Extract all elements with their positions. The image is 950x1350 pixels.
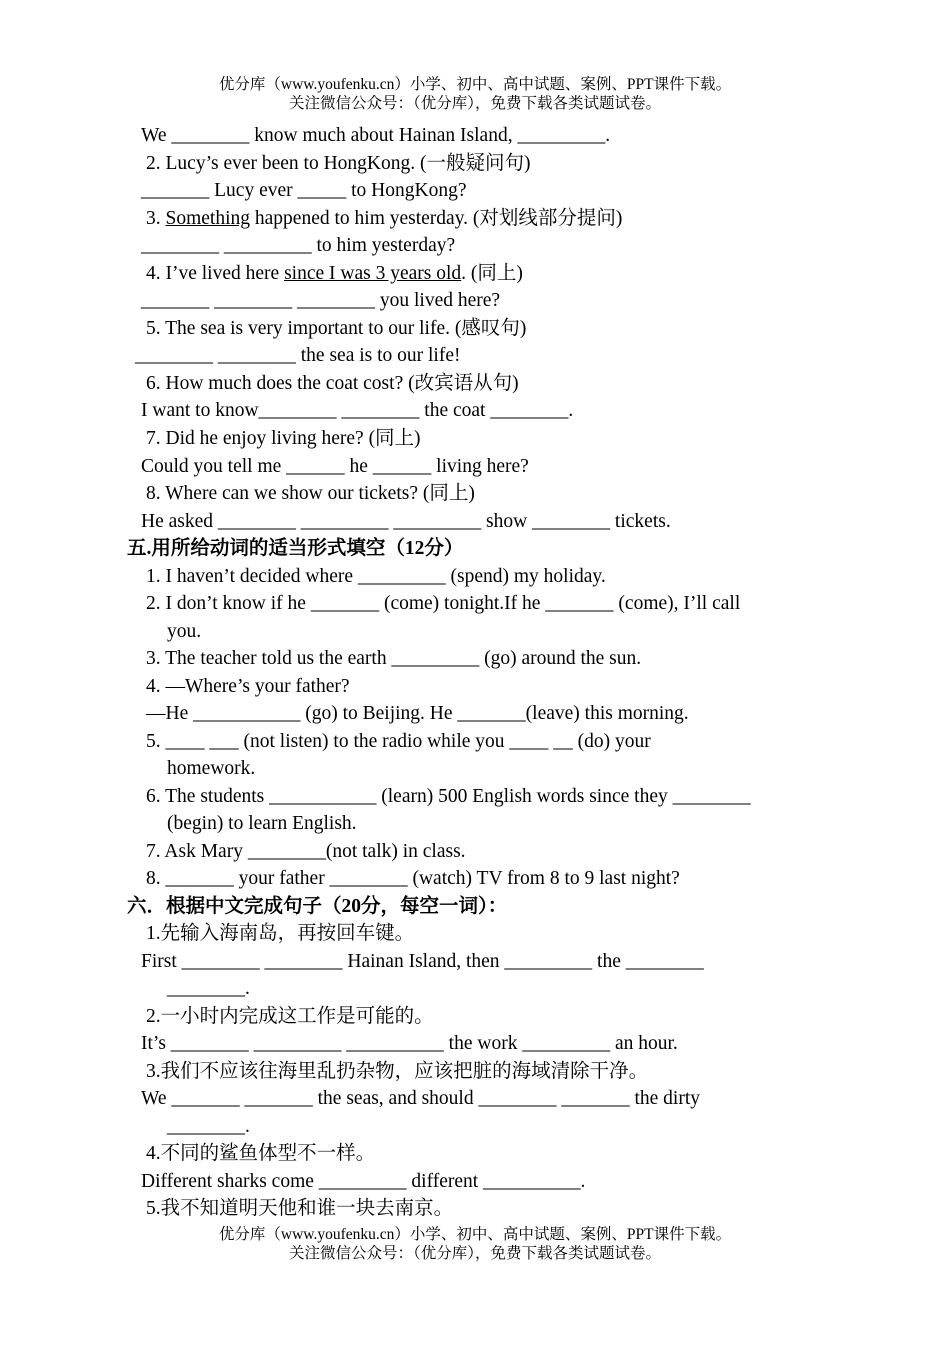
s4-line-12: 7. Did he enjoy living here? (同上) [146,428,421,449]
s6-line-02: First ________ ________ Hainan Island, then _________ the ________ [141,951,704,972]
footer-line-2: 关注微信公众号：（优分库），免费下载各类试题试卷。 [288,1245,661,1262]
s4-line-14: 8. Where can we show our tickets? (同上) [146,483,475,504]
s5-line-05: 4. —Where’s your father? [146,676,350,697]
s6-line-07: We _______ _______ the seas, and should ________ _______ the dirty [141,1088,700,1109]
s6-line-09: 4.不同的鲨鱼体型不一样。 [146,1143,376,1164]
header-line-1: 优分库（www.youfenku.cn）小学、初中、高中试题、案例、PPT课件下载。 [218,76,732,93]
s4-line-02: 2. Lucy’s ever been to HongKong. (一般疑问句) [146,153,531,174]
s4-line-06-prefix: 4. I’ve lived here [146,263,285,284]
s5-line-04: 3. The teacher told us the earth _________ (go) around the sun. [146,648,642,669]
s5-line-01: 1. I haven’t decided where _________ (spend) my holiday. [146,566,606,587]
s4-line-04-prefix: 3. [146,208,166,229]
s4-line-11: I want to know________ ________ the coat ________. [141,400,574,421]
s6-line-04: 2.一小时内完成这工作是可能的。 [146,1006,434,1027]
s4-underlined-since: since I was 3 years old [284,263,462,284]
s5-line-12: 8. _______ your father ________ (watch) TV from 8 to 9 last night? [146,868,680,889]
s5-line-06: —He ___________ (go) to Beijing. He _______(leave) this morning. [146,703,689,724]
s6-line-06: 3.我们不应该往海里乱扔杂物，应该把脏的海域清除干净。 [146,1061,649,1082]
s6-line-03: ________. [167,978,250,999]
s5-line-08: homework. [167,758,256,779]
s4-line-01: We ________ know much about Hainan Island, _________. [141,125,611,146]
s4-line-10: 6. How much does the coat cost? (改宾语从句) [146,373,519,394]
s4-line-08: 5. The sea is very important to our life. (感叹句) [146,318,527,339]
s6-line-08: ________. [167,1116,250,1137]
section-6-title: 六．根据中文完成句子（20分，每空一词）： [127,896,508,917]
section-5-title: 五.用所给动词的适当形式填空（12分） [127,538,464,559]
s6-line-05: It’s ________ _________ __________ the work _________ an hour. [141,1033,678,1054]
s5-line-09: 6. The students ___________ (learn) 500 English words since they ________ [146,786,751,807]
s4-line-07: _______ ________ ________ you lived here? [141,290,501,311]
s5-line-10: (begin) to learn English. [167,813,357,834]
s4-line-15: He asked ________ _________ _________ show ________ tickets. [141,511,671,532]
s5-line-03: you. [167,621,202,642]
page-header [0,75,950,113]
s4-line-05: ________ _________ to him yesterday? [141,235,456,256]
s4-line-04 [146,207,622,231]
s4-underlined-something: Something [165,208,251,229]
s4-line-03: _______ Lucy ever _____ to HongKong? [141,180,467,201]
s4-line-13: Could you tell me ______ he ______ living here? [141,456,529,477]
s4-line-06 [146,262,523,286]
s5-line-02: 2. I don’t know if he _______ (come) tonight.If he _______ (come), I’ll call [146,593,741,614]
s5-line-07: 5. ____ ___ (not listen) to the radio while you ____ __ (do) your [146,731,651,752]
s6-line-01: 1.先输入海南岛，再按回车键。 [146,923,415,944]
page-footer [0,1225,950,1263]
s4-line-09: ________ ________ the sea is to our life! [135,345,461,366]
s4-line-06-suffix: . (同上) [461,263,523,284]
s6-line-10: Different sharks come _________ different __________. [141,1171,586,1192]
footer-line-1: 优分库（www.youfenku.cn）小学、初中、高中试题、案例、PPT课件下载。 [218,1226,732,1243]
s5-line-11: 7. Ask Mary ________(not talk) in class. [146,841,466,862]
s6-line-11: 5.我不知道明天他和谁一块去南京。 [146,1198,454,1219]
header-line-2: 关注微信公众号：（优分库），免费下载各类试题试卷。 [288,95,661,112]
s4-line-04-suffix: happened to him yesterday. (对划线部分提问) [250,208,623,229]
